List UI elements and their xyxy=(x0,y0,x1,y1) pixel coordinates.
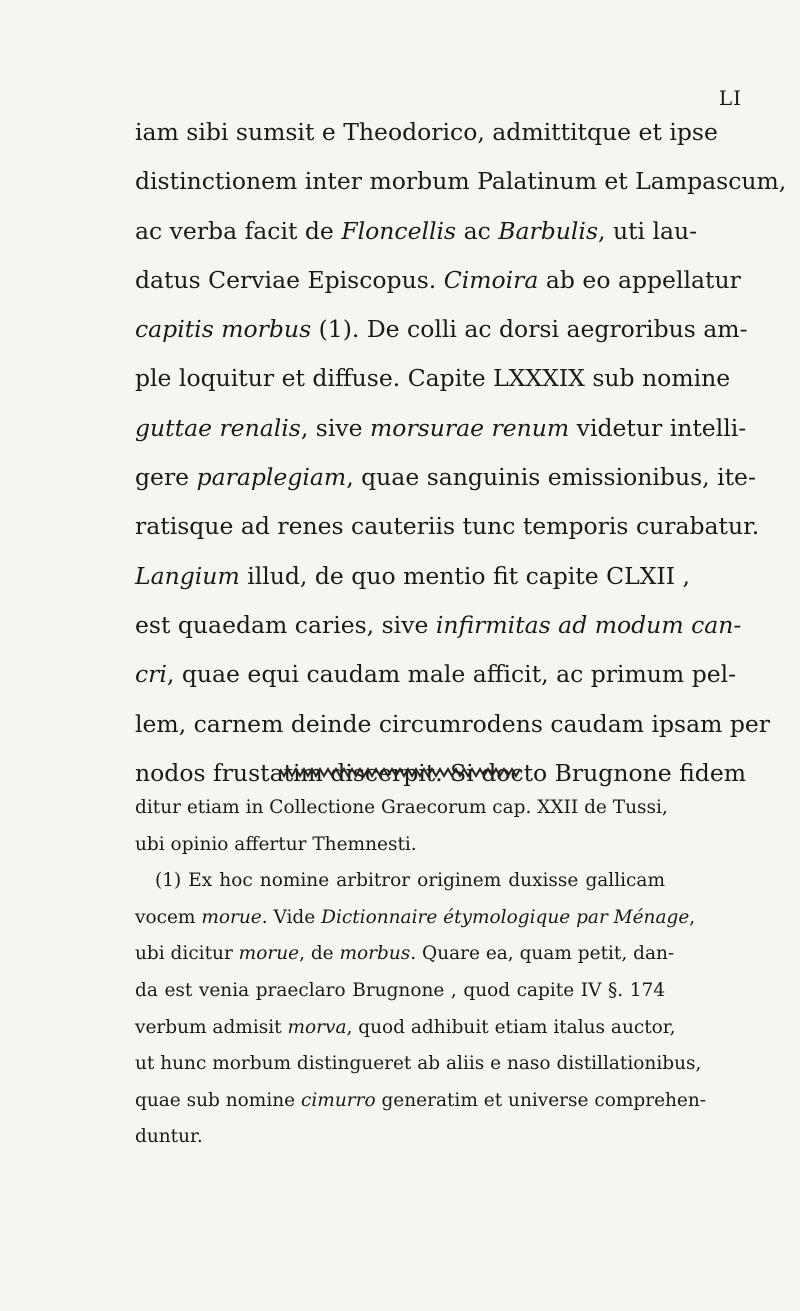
italic-run: morue xyxy=(238,943,300,965)
text-line xyxy=(135,453,756,502)
text-run: ubi dicitur xyxy=(135,943,239,965)
text-run: vocem xyxy=(135,906,202,928)
footnote-line xyxy=(135,973,665,1010)
footnote-line xyxy=(135,790,668,827)
text-run: datus Cerviae Episcopus. xyxy=(135,265,444,294)
italic-run: paraplegiam xyxy=(196,463,347,492)
text-line xyxy=(135,207,698,256)
text-run: duntur. xyxy=(135,1126,203,1148)
italic-run: capitis morbus xyxy=(135,315,312,344)
text-run: illud, de quo mentio fit capite CLXII , xyxy=(239,561,690,590)
text-line xyxy=(135,601,742,650)
footnote-line xyxy=(135,1010,676,1047)
text-run: (1). De colli ac dorsi aegroribus am- xyxy=(311,315,748,344)
text-run: , sive xyxy=(300,413,371,442)
text-run: ut hunc morbum distingueret ab aliis e naso distillationibus, xyxy=(135,1053,702,1075)
text-run: , quae equi caudam male afficit, ac primum pel- xyxy=(166,660,737,689)
text-line xyxy=(135,256,741,305)
text-run: lem, carnem deinde circumrodens caudam ipsam per xyxy=(135,709,771,738)
text-run: , uti lau- xyxy=(598,216,698,245)
text-line xyxy=(135,502,760,551)
footnote-line xyxy=(135,1119,665,1156)
text-run: . Vide xyxy=(261,906,322,928)
text-run: quae sub nomine xyxy=(135,1089,302,1111)
italic-run: morbus xyxy=(339,943,411,965)
italic-run: morue xyxy=(201,906,262,928)
text-run: ab eo appellatur xyxy=(538,265,741,294)
text-line xyxy=(135,305,748,354)
italic-run: Barbulis xyxy=(498,216,599,245)
text-run: gere xyxy=(135,463,197,492)
italic-run: morva xyxy=(287,1016,347,1038)
italic-run: infirmitas ad modum can- xyxy=(435,610,742,639)
italic-run: Cimoira xyxy=(443,265,539,294)
footnote-line xyxy=(135,863,665,900)
text-run: , quod adhibuit etiam italus auctor, xyxy=(346,1016,676,1038)
footnote-line xyxy=(135,936,675,973)
text-run: distinctionem inter morbum Palatinum et Lampascum, xyxy=(135,167,787,196)
page-number: LI xyxy=(718,86,742,110)
italic-run: cri xyxy=(135,660,167,689)
italic-run: morsurae renum xyxy=(370,413,570,442)
text-run: generatim et universe comprehen- xyxy=(375,1089,707,1111)
text-run: (1) Ex hoc nomine arbitror originem duxisse gallicam xyxy=(155,870,665,892)
text-run: , quae sanguinis emissionibus, ite- xyxy=(346,463,756,492)
footnote-line xyxy=(135,900,696,937)
main-text-body xyxy=(135,108,787,798)
text-run: ac verba facit de xyxy=(135,216,342,245)
text-run: . Quare ea, quam petit, dan- xyxy=(410,943,675,965)
italic-run: Langium xyxy=(135,561,240,590)
italic-run: Dictionnaire étymologique par Ménage xyxy=(321,906,690,928)
italic-run: guttae renalis xyxy=(135,413,301,442)
footnote-line xyxy=(135,1083,707,1120)
text-line xyxy=(135,157,787,206)
text-run: verbum admisit xyxy=(135,1016,288,1038)
text-run: ditur etiam in Collectione Graecorum cap. XXII de Tussi, xyxy=(135,797,668,818)
footnote-line xyxy=(135,827,665,864)
text-run: ratisque ad renes cauteriis tunc temporis curabatur. xyxy=(135,512,760,541)
italic-run: cimurro xyxy=(301,1089,376,1111)
text-run: da est venia praeclaro Brugnone , quod capite IV §. 174 xyxy=(135,979,665,1001)
text-run: , xyxy=(689,906,696,928)
ornamental-divider xyxy=(280,765,520,779)
text-run: iam sibi sumsit e Theodorico, admittitque et ipse xyxy=(135,118,718,146)
text-run: ubi opinio affertur Themnesti. xyxy=(135,833,417,855)
footnote-line xyxy=(135,1046,702,1083)
text-line xyxy=(135,354,731,403)
text-run: videtur intelli- xyxy=(569,413,747,442)
text-line xyxy=(135,108,718,157)
text-line xyxy=(135,650,737,699)
footnotes xyxy=(135,790,707,1156)
text-line xyxy=(135,404,747,453)
text-run: est quaedam caries, sive xyxy=(135,610,436,639)
italic-run: Floncellis xyxy=(341,216,457,245)
text-line xyxy=(135,552,690,601)
text-run: nodos frustatim discerpit. Si docto Brugnone fidem xyxy=(135,758,747,787)
text-run: ple loquitur et diffuse. Capite LXXXIX sub nomine xyxy=(135,364,731,393)
text-line xyxy=(135,700,771,749)
text-run: ac xyxy=(456,216,499,245)
text-run: , de xyxy=(299,943,340,965)
